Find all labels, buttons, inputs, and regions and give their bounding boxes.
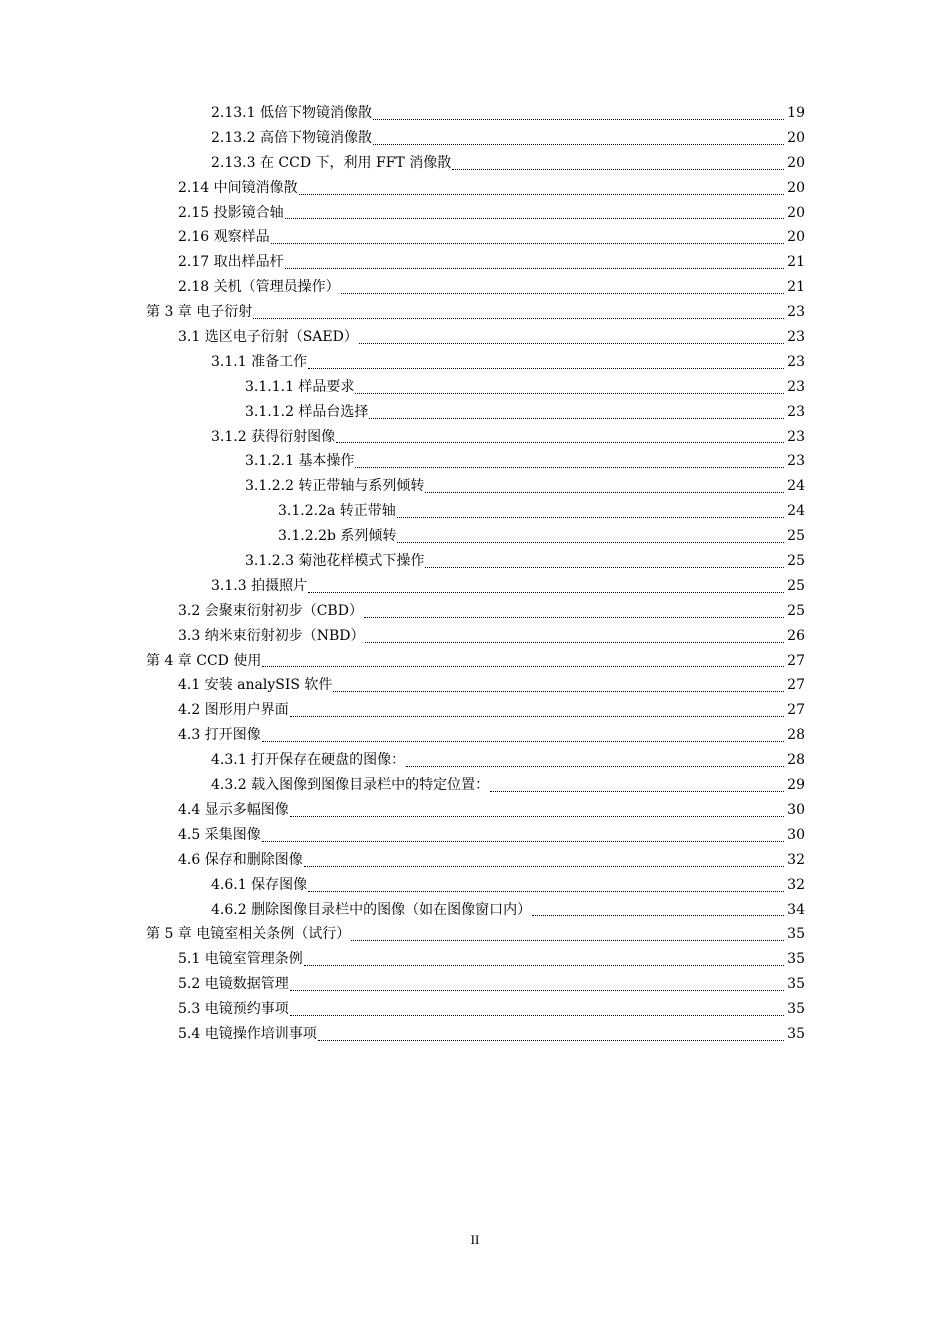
toc-dot-leader xyxy=(262,723,784,748)
toc-entry[interactable] xyxy=(211,748,805,773)
toc-entry-page: 35 xyxy=(787,1025,805,1042)
toc-entry-title: 4.1 安装 analySIS 软件 xyxy=(178,673,333,698)
toc-entry-page: 30 xyxy=(787,826,805,843)
toc-entry-page: 24 xyxy=(787,503,805,520)
toc-entry-title: 3.1.3 拍摄照片 xyxy=(211,574,308,599)
toc-dot-leader xyxy=(359,325,784,350)
toc-entry-page: 25 xyxy=(787,602,805,619)
toc-entry[interactable] xyxy=(245,375,805,400)
toc-dot-leader xyxy=(262,823,784,848)
toc-entry-page: 25 xyxy=(787,528,805,545)
toc-entry-page: 20 xyxy=(787,179,805,196)
toc-entry-page: 35 xyxy=(787,1001,805,1018)
toc-entry[interactable] xyxy=(178,1022,805,1047)
toc-entry[interactable] xyxy=(178,325,805,350)
toc-entry-title: 3.1.2.2 转正带轴与系列倾转 xyxy=(245,474,425,499)
toc-dot-leader xyxy=(308,873,784,898)
toc-entry-page: 35 xyxy=(787,926,805,943)
toc-entry-title: 5.1 电镜室管理条例 xyxy=(178,947,304,972)
toc-entry-page: 27 xyxy=(787,677,805,694)
toc-entry-title: 5.2 电镜数据管理 xyxy=(178,972,290,997)
toc-entry-title: 第 5 章 电镜室相关条例（试行） xyxy=(146,922,351,947)
toc-dot-leader xyxy=(532,898,784,923)
toc-entry[interactable] xyxy=(178,972,805,997)
toc-entry-page: 23 xyxy=(787,304,805,321)
toc-dot-leader xyxy=(351,922,784,947)
toc-dot-leader xyxy=(253,300,784,325)
toc-entry-page: 23 xyxy=(787,403,805,420)
toc-entry-page: 20 xyxy=(787,154,805,171)
toc-dot-leader xyxy=(290,972,784,997)
toc-dot-leader xyxy=(336,425,784,450)
toc-entry-page: 30 xyxy=(787,801,805,818)
toc-entry[interactable] xyxy=(178,848,805,873)
toc-entry-page: 34 xyxy=(787,901,805,918)
toc-dot-leader xyxy=(262,649,784,674)
toc-entry-title: 2.17 取出样品杆 xyxy=(178,250,285,275)
toc-dot-leader xyxy=(425,549,784,574)
toc-entry-page: 26 xyxy=(787,627,805,644)
toc-entry[interactable] xyxy=(211,898,805,923)
toc-entry-title: 5.4 电镜操作培训事项 xyxy=(178,1022,318,1047)
toc-entry-title: 2.13.1 低倍下物镜消像散 xyxy=(211,101,373,126)
toc-entry[interactable] xyxy=(211,873,805,898)
toc-entry-title: 4.4 显示多幅图像 xyxy=(178,798,290,823)
toc-dot-leader xyxy=(452,151,784,176)
toc-entry[interactable] xyxy=(211,350,805,375)
toc-entry[interactable] xyxy=(178,250,805,275)
toc-entry[interactable] xyxy=(178,698,805,723)
toc-dot-leader xyxy=(304,947,784,972)
toc-dot-leader xyxy=(397,524,784,549)
toc-entry-page: 32 xyxy=(787,876,805,893)
toc-entry[interactable] xyxy=(245,474,805,499)
toc-entry-title: 3.1.1.2 样品台选择 xyxy=(245,400,369,425)
toc-entry-page: 23 xyxy=(787,329,805,346)
toc-entry-title: 3.1.2.1 基本操作 xyxy=(245,449,355,474)
toc-dot-leader xyxy=(299,176,784,201)
toc-entry-title: 4.6 保存和删除图像 xyxy=(178,848,304,873)
toc-entry-title: 2.14 中间镜消像散 xyxy=(178,176,299,201)
toc-entry-title: 2.16 观察样品 xyxy=(178,225,271,250)
toc-entry-title: 第 4 章 CCD 使用 xyxy=(146,649,262,674)
toc-entry-title: 第 3 章 电子衍射 xyxy=(146,300,253,325)
toc-entry[interactable] xyxy=(178,798,805,823)
toc-entry-page: 25 xyxy=(787,553,805,570)
toc-entry[interactable] xyxy=(146,649,805,674)
toc-entry-page: 29 xyxy=(787,777,805,794)
toc-entry[interactable] xyxy=(178,947,805,972)
toc-entry-title: 3.1.2.2b 系列倾转 xyxy=(278,524,397,549)
toc-entry-title: 4.6.2 删除图像目录栏中的图像（如在图像窗口内） xyxy=(211,898,532,923)
toc-entry-title: 4.3.1 打开保存在硬盘的图像： xyxy=(211,748,406,773)
toc-entry-page: 20 xyxy=(787,229,805,246)
toc-entry[interactable] xyxy=(178,275,805,300)
toc-entry-title: 2.13.2 高倍下物镜消像散 xyxy=(211,126,373,151)
toc-entry-page: 23 xyxy=(787,428,805,445)
page-number: II xyxy=(470,1232,480,1247)
toc-entry-page: 35 xyxy=(787,976,805,993)
toc-dot-leader xyxy=(369,400,784,425)
toc-entry-title: 3.2 会聚束衍射初步（CBD） xyxy=(178,599,364,624)
toc-entry[interactable] xyxy=(211,574,805,599)
toc-entry[interactable] xyxy=(278,524,805,549)
toc-dot-leader xyxy=(333,673,784,698)
toc-entry[interactable] xyxy=(211,773,805,798)
toc-entry-title: 3.1.1 准备工作 xyxy=(211,350,308,375)
table-of-contents xyxy=(0,101,950,1047)
toc-entry-page: 27 xyxy=(787,702,805,719)
toc-entry-page: 21 xyxy=(787,279,805,296)
toc-entry[interactable] xyxy=(245,449,805,474)
toc-entry[interactable] xyxy=(178,624,805,649)
toc-dot-leader xyxy=(373,126,784,151)
toc-dot-leader xyxy=(341,275,784,300)
toc-entry-title: 4.6.1 保存图像 xyxy=(211,873,308,898)
toc-entry[interactable] xyxy=(178,823,805,848)
toc-dot-leader xyxy=(355,375,784,400)
toc-dot-leader xyxy=(397,499,784,524)
toc-dot-leader xyxy=(318,1022,784,1047)
toc-dot-leader xyxy=(364,599,784,624)
toc-entry-page: 24 xyxy=(787,478,805,495)
toc-entry-page: 23 xyxy=(787,453,805,470)
toc-entry-title: 3.1.1.1 样品要求 xyxy=(245,375,355,400)
toc-entry[interactable] xyxy=(178,201,805,226)
toc-entry[interactable] xyxy=(178,673,805,698)
toc-entry-title: 3.1 选区电子衍射（SAED） xyxy=(178,325,359,350)
toc-dot-leader xyxy=(304,848,784,873)
toc-entry-title: 3.1.2 获得衍射图像 xyxy=(211,425,336,450)
toc-entry-title: 2.18 关机（管理员操作） xyxy=(178,275,341,300)
toc-entry-title: 3.1.2.2a 转正带轴 xyxy=(278,499,397,524)
toc-dot-leader xyxy=(425,474,784,499)
toc-entry-page: 20 xyxy=(787,204,805,221)
toc-entry-page: 23 xyxy=(787,378,805,395)
toc-entry-title: 4.3.2 载入图像到图像目录栏中的特定位置： xyxy=(211,773,490,798)
toc-entry[interactable] xyxy=(211,425,805,450)
toc-entry[interactable] xyxy=(146,300,805,325)
toc-dot-leader xyxy=(373,101,784,126)
toc-dot-leader xyxy=(490,773,784,798)
toc-dot-leader xyxy=(290,997,784,1022)
toc-dot-leader xyxy=(285,250,784,275)
toc-entry-page: 28 xyxy=(787,727,805,744)
toc-entry[interactable] xyxy=(245,400,805,425)
toc-entry-page: 28 xyxy=(787,752,805,769)
toc-entry-page: 25 xyxy=(787,577,805,594)
toc-entry-title: 2.13.3 在 CCD 下，利用 FFT 消像散 xyxy=(211,151,452,176)
toc-entry-title: 4.3 打开图像 xyxy=(178,723,262,748)
toc-dot-leader xyxy=(406,748,784,773)
toc-dot-leader xyxy=(308,574,784,599)
toc-entry-page: 19 xyxy=(787,105,805,121)
toc-entry-page: 27 xyxy=(787,652,805,669)
toc-dot-leader xyxy=(285,201,784,226)
toc-entry-title: 4.2 图形用户界面 xyxy=(178,698,290,723)
toc-entry[interactable] xyxy=(146,922,805,947)
toc-entry-title: 3.3 纳米束衍射初步（NBD） xyxy=(178,624,365,649)
toc-entry-title: 3.1.2.3 菊池花样模式下操作 xyxy=(245,549,425,574)
toc-entry[interactable] xyxy=(178,225,805,250)
toc-entry-page: 32 xyxy=(787,851,805,868)
toc-entry-title: 5.3 电镜预约事项 xyxy=(178,997,290,1022)
toc-entry-page: 35 xyxy=(787,951,805,968)
toc-entry[interactable] xyxy=(211,101,805,126)
toc-entry[interactable] xyxy=(178,997,805,1022)
toc-entry-page: 21 xyxy=(787,254,805,271)
toc-entry[interactable] xyxy=(278,499,805,524)
toc-entry[interactable] xyxy=(245,549,805,574)
toc-entry[interactable] xyxy=(178,176,805,201)
toc-entry-title: 2.15 投影镜合轴 xyxy=(178,201,285,226)
toc-dot-leader xyxy=(308,350,784,375)
toc-dot-leader xyxy=(271,225,784,250)
toc-entry[interactable] xyxy=(178,599,805,624)
toc-dot-leader xyxy=(290,798,784,823)
toc-dot-leader xyxy=(355,449,784,474)
toc-entry-page: 20 xyxy=(787,129,805,146)
toc-dot-leader xyxy=(365,624,784,649)
toc-entry-page: 23 xyxy=(787,353,805,370)
toc-dot-leader xyxy=(290,698,784,723)
toc-entry[interactable] xyxy=(211,126,805,151)
toc-entry-title: 4.5 采集图像 xyxy=(178,823,262,848)
toc-entry[interactable] xyxy=(211,151,805,176)
toc-entry[interactable] xyxy=(178,723,805,748)
